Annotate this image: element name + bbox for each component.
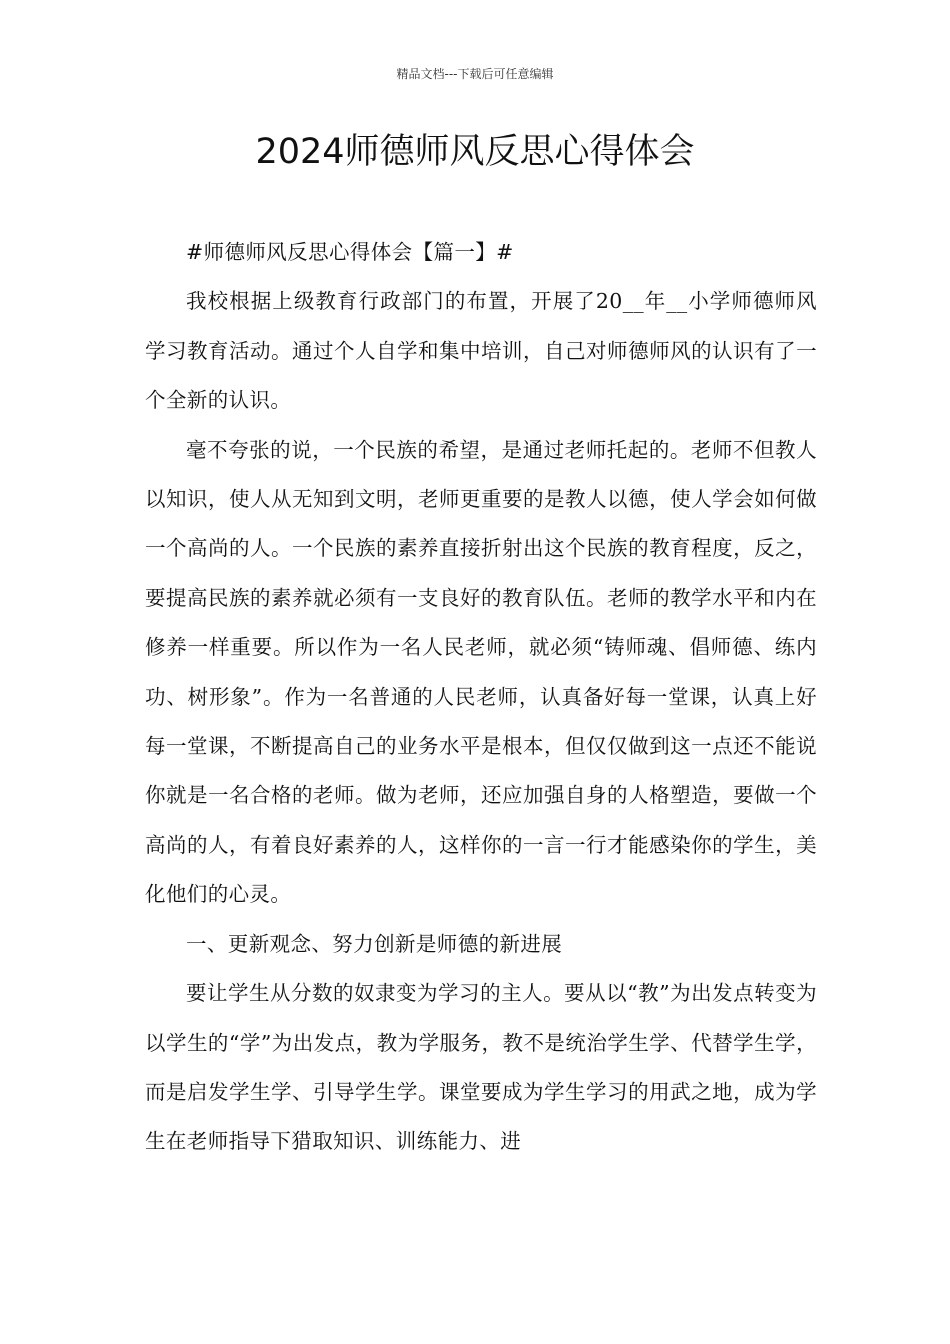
paragraph: 毫不夸张的说，一个民族的希望，是通过老师托起的。老师不但教人以知识，使人从无知到文明，老师更重要的是教人以德，使人学会如何做一个高尚的人。一个民族的素养直接折射出这个民族的教育程度，反之，要提高民族的素养就必须有一支良好的教育队伍。老师的教学水平和内在修养一样重要。所以作为一名人民老师，就必须“铸师魂、倡师德、练内功、树形象”。作为一名普通的人民老师，认真备好每一堂课，认真上好每一堂课，不断提高自己的业务水平是根本，但仅仅做到这一点还不能说你就是一名合格的老师。做为老师，还应加强自身的人格塑造，要做一个高尚的人，有着良好素养的人，这样你的一言一行才能感染你的学生，美化他们的心灵。 (145, 437, 817, 907)
subheading: 一、更新观念、努力创新是师德的新进展 (186, 931, 563, 956)
paragraph: 要让学生从分数的奴隶变为学习的主人。要从以“教”为出发点转变为以学生的“学”为出发点，教为学服务，教不是统治学生学、代替学生学，而是启发学生学、引导学生学。课堂要成为学生学习的用武之地，成为学生在老师指导下猎取知识、训练能力、进 (145, 981, 817, 1154)
document-body (145, 228, 817, 1167)
document-title: 2024师德师风反思心得体会 (255, 132, 695, 172)
header-note: 精品文档---下载后可任意编辑 (396, 67, 554, 81)
paragraph: 我校根据上级教育行政部门的布置，开展了20__年__小学师德师风学习教育活动。通过个人自学和集中培训，自己对师德师风的认识有了一个全新的认识。 (145, 289, 817, 413)
section-heading: #师德师风反思心得体会【篇一】# (186, 240, 514, 264)
